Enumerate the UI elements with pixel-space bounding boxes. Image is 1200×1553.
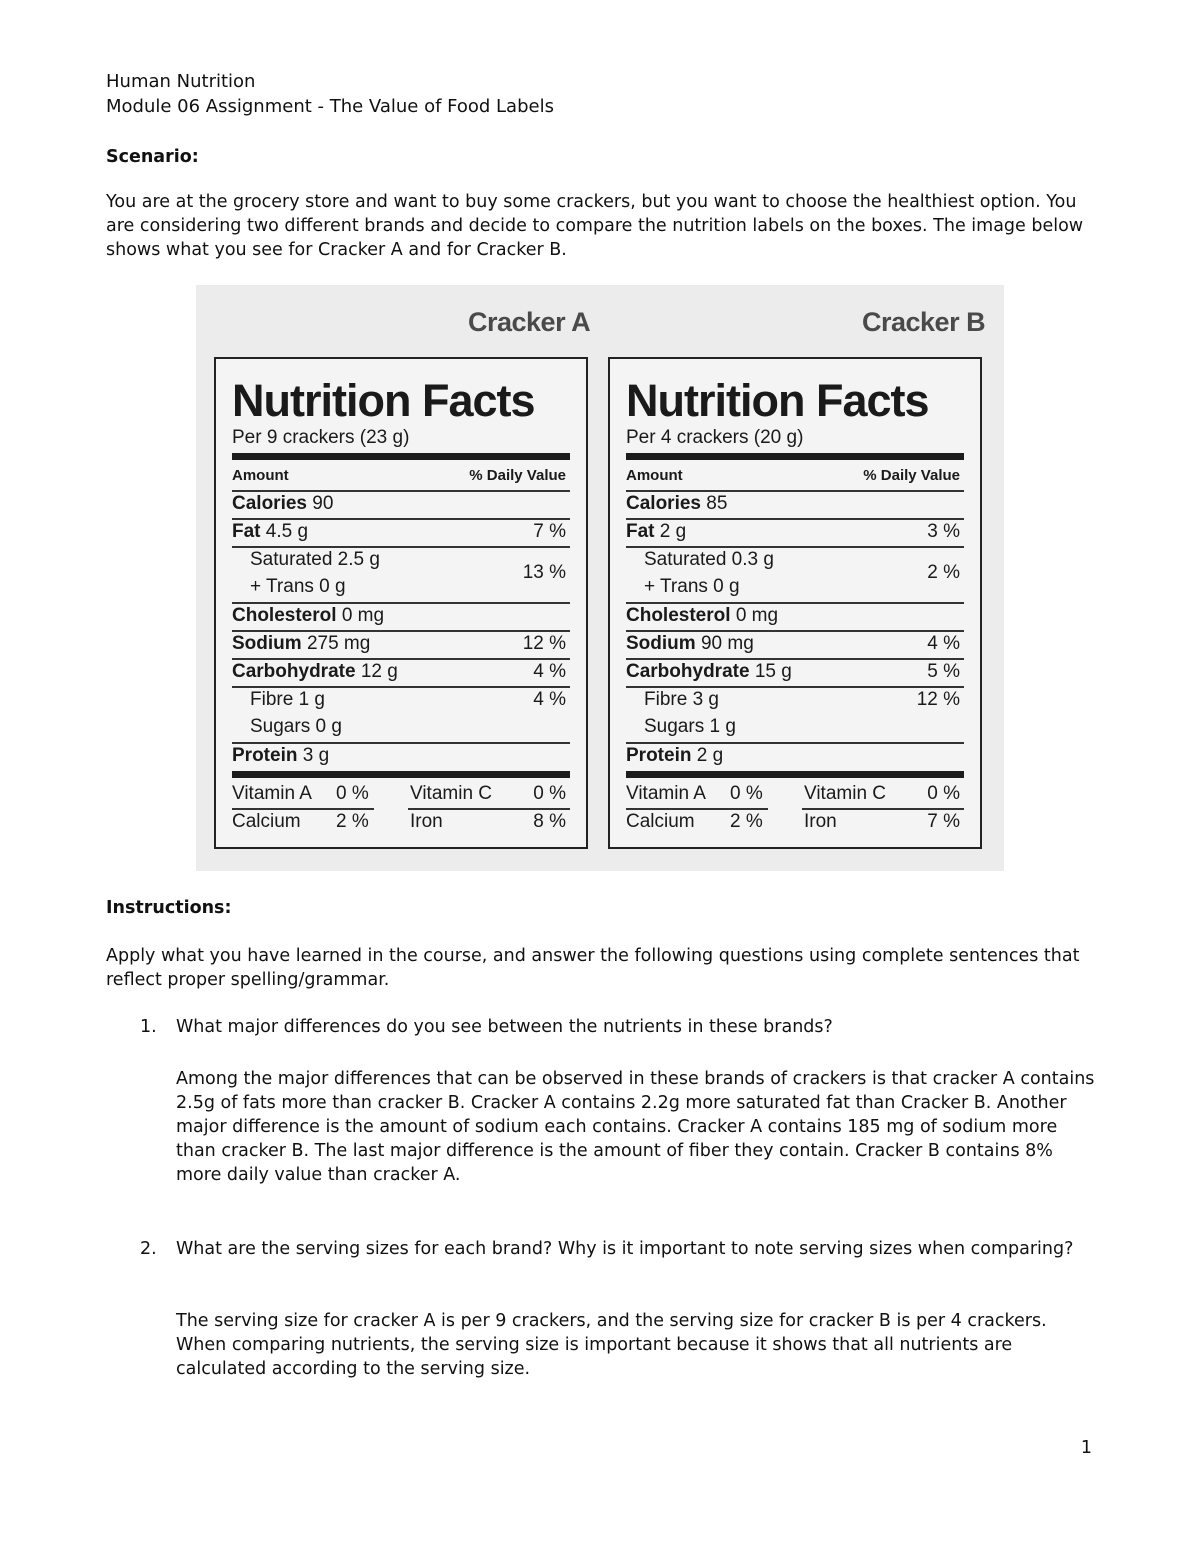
vitamin-a-dv: 0 % — [730, 783, 763, 804]
nutrition-facts-title: Nutrition Facts — [232, 375, 535, 426]
nutrition-facts-title: Nutrition Facts — [626, 375, 929, 426]
nutrition-label-a — [214, 357, 588, 849]
sodium-value: 90 mg — [700, 633, 754, 654]
iron-label: Iron — [410, 811, 443, 832]
calcium-dv: 2 % — [336, 811, 369, 832]
fibre-value: Fibre 1 g — [250, 689, 325, 710]
header-row — [232, 463, 570, 489]
amount-header: Amount — [626, 467, 683, 484]
sodium-row — [232, 631, 570, 657]
saturated-value: Saturated 2.5 g — [250, 549, 380, 570]
fat-dv: 7 % — [533, 521, 566, 542]
sodium-label: Sodium — [626, 633, 696, 654]
course-title: Human Nutrition — [106, 71, 256, 92]
cracker-b-title: Cracker B — [862, 307, 986, 337]
module-title: Module 06 Assignment - The Value of Food Labels — [106, 96, 554, 117]
serving-size: Per 9 crackers (23 g) — [232, 427, 410, 448]
fibre-row — [232, 687, 570, 713]
cholesterol-row — [626, 603, 964, 629]
calories-label: Calories — [626, 493, 701, 514]
fat-row — [626, 519, 964, 545]
sodium-label: Sodium — [232, 633, 302, 654]
sugars-row — [626, 714, 964, 740]
carbohydrate-row — [232, 659, 570, 685]
calories-row — [626, 491, 964, 517]
instructions-heading: Instructions: — [106, 898, 232, 918]
divider — [626, 453, 964, 460]
fibre-row — [626, 687, 964, 713]
sodium-dv: 12 % — [522, 633, 566, 654]
protein-label: Protein — [626, 745, 692, 766]
answer-text: The serving size for cracker A is per 9 crackers, and the serving size for cracker B is per 4 crackers. When comparing nutrients, the serving size is important because it shows that all nutrients are calculated according to the serving size. — [176, 1311, 1047, 1379]
question-number: 1. — [140, 1017, 157, 1037]
question-text: What major differences do you see between the nutrients in these brands? — [176, 1017, 833, 1037]
iron-dv: 8 % — [533, 811, 566, 832]
calcium-label: Calcium — [232, 811, 301, 832]
fat-label: Fat — [232, 521, 261, 542]
protein-row — [626, 743, 964, 769]
trans-value: + Trans 0 g — [250, 576, 346, 597]
carb-label: Carbohydrate — [232, 661, 356, 682]
cholesterol-label: Cholesterol — [232, 605, 337, 626]
protein-value: 3 g — [302, 745, 330, 766]
sat-trans-dv-row — [232, 560, 570, 586]
fibre-dv: 12 % — [916, 689, 960, 710]
fat-value: 4.5 g — [265, 521, 309, 542]
divider — [626, 771, 964, 778]
sat-trans-dv: 2 % — [927, 562, 960, 583]
amount-header: Amount — [232, 467, 289, 484]
carb-value: 12 g — [360, 661, 398, 682]
divider — [232, 453, 570, 460]
vitamin-c-dv: 0 % — [927, 783, 960, 804]
carb-label: Carbohydrate — [626, 661, 750, 682]
fat-label: Fat — [626, 521, 655, 542]
header-row — [626, 463, 964, 489]
vitamin-c-label: Vitamin C — [410, 783, 493, 804]
sodium-dv: 4 % — [927, 633, 960, 654]
trans-value: + Trans 0 g — [644, 576, 740, 597]
dv-header: % Daily Value — [863, 467, 960, 484]
carb-dv: 4 % — [533, 661, 566, 682]
sugars-value: Sugars 0 g — [250, 716, 342, 737]
calcium-label: Calcium — [626, 811, 695, 832]
carb-dv: 5 % — [927, 661, 960, 682]
fibre-dv: 4 % — [533, 689, 566, 710]
instructions-text: Apply what you have learned in the course, and answer the following questions using complete sentences that reflect proper spelling/grammar. — [106, 946, 1080, 990]
calories-row — [232, 491, 570, 517]
sugars-row — [232, 714, 570, 740]
sodium-row — [626, 631, 964, 657]
fat-value: 2 g — [659, 521, 687, 542]
sat-trans-dv: 13 % — [522, 562, 566, 583]
carb-value: 15 g — [754, 661, 792, 682]
dv-header: % Daily Value — [469, 467, 566, 484]
nutrition-label-b — [608, 357, 982, 849]
page-number: 1 — [1080, 1438, 1092, 1458]
divider — [232, 771, 570, 778]
calcium-dv: 2 % — [730, 811, 763, 832]
fat-dv: 3 % — [927, 521, 960, 542]
vitamin-c-label: Vitamin C — [804, 783, 887, 804]
answer-text: Among the major differences that can be observed in these brands of crackers is that cracker A contains 2.5g of fats more than cracker B. Cracker A contains 2.2g more saturated fat than Cracker B. Another major difference is the amount of sodium each contains. Cracker A contains 185 mg of sodium more than cracker B. The last major difference is the amount of fiber they contain. Cracker B contains 8% more daily value than cracker A. — [176, 1069, 1095, 1185]
question-number: 2. — [140, 1239, 157, 1259]
protein-row — [232, 743, 570, 769]
sat-trans-dv-row — [626, 560, 964, 586]
sugars-value: Sugars 1 g — [644, 716, 736, 737]
question-text: What are the serving sizes for each brand? Why is it important to note serving sizes when comparing? — [176, 1239, 1074, 1259]
vitamin-a-label: Vitamin A — [626, 783, 706, 804]
calories-value: 85 — [706, 493, 728, 514]
vitamin-a-dv: 0 % — [336, 783, 369, 804]
protein-value: 2 g — [696, 745, 724, 766]
cholesterol-value: 0 mg — [341, 605, 385, 626]
protein-label: Protein — [232, 745, 298, 766]
sodium-value: 275 mg — [306, 633, 371, 654]
nutrition-labels-figure — [196, 285, 1004, 871]
fat-row — [232, 519, 570, 545]
calories-value: 90 — [312, 493, 334, 514]
cholesterol-value: 0 mg — [735, 605, 779, 626]
iron-dv: 7 % — [927, 811, 960, 832]
fibre-value: Fibre 3 g — [644, 689, 719, 710]
calories-label: Calories — [232, 493, 307, 514]
cholesterol-label: Cholesterol — [626, 605, 731, 626]
carbohydrate-row — [626, 659, 964, 685]
scenario-heading: Scenario: — [106, 147, 199, 167]
vitamin-c-dv: 0 % — [533, 783, 566, 804]
cholesterol-row — [232, 603, 570, 629]
cracker-a-title: Cracker A — [468, 307, 591, 337]
vitamin-a-label: Vitamin A — [232, 783, 312, 804]
saturated-value: Saturated 0.3 g — [644, 549, 774, 570]
serving-size: Per 4 crackers (20 g) — [626, 427, 804, 448]
iron-label: Iron — [804, 811, 837, 832]
scenario-text: You are at the grocery store and want to buy some crackers, but you want to choose the healthiest option. You are considering two different brands and decide to compare the nutrition labels on the boxes. The image below shows what you see for Cracker A and for Cracker B. — [106, 192, 1084, 260]
